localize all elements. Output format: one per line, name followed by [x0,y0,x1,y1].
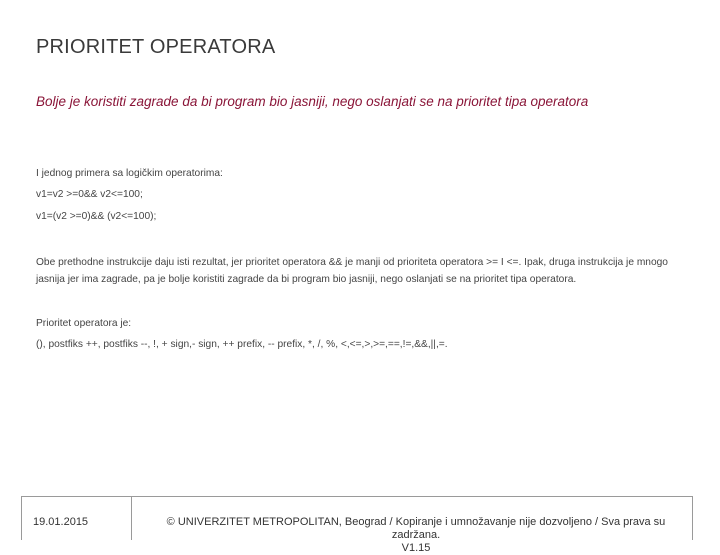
footer-date: 19.01.2015 [22,497,132,540]
copyright-line: © UNIVERZITET METROPOLITAN, Beograd / Kopiranje i umnožavanje nije dozvoljeno / Sva prava su zadržana. [166,516,666,541]
page-title: PRIORITET OPERATORA [36,36,276,58]
precedence-heading: Prioritet operatora je: [36,318,132,329]
subtitle: Bolje je koristiti zagrade da bi program bio jasniji, nego oslanjati se na prioritet tipa operatora [36,94,589,109]
code-line-1: v1=v2 >=0&& v2<=100; [36,189,143,200]
precedence-list: (), postfiks ++, postfiks --, !, + sign,- sign, ++ prefix, -- prefix, *, /, %, <,<=,>,>=,==,!=,&&,||,=. [36,339,448,350]
code-line-2: v1=(v2 >=0)&& (v2<=100); [36,211,157,222]
footer [21,496,693,554]
explanation-paragraph: Obe prethodne instrukcije daju isti rezultat, jer prioritet operatora && je manji od prioriteta operatora >= I <=. Ipak, druga instrukcija je mnogo jasnija jer ima zagrade, pa je bolje koristiti zagrade da bi program bio jasniji, nego oslanjati se na prioritet tipa operatora. [36,257,668,285]
intro-paragraph: I jednog primera sa logičkim operatorima: [36,168,223,179]
footer-copyright [132,497,692,554]
version-label: V1.15 [401,542,431,554]
